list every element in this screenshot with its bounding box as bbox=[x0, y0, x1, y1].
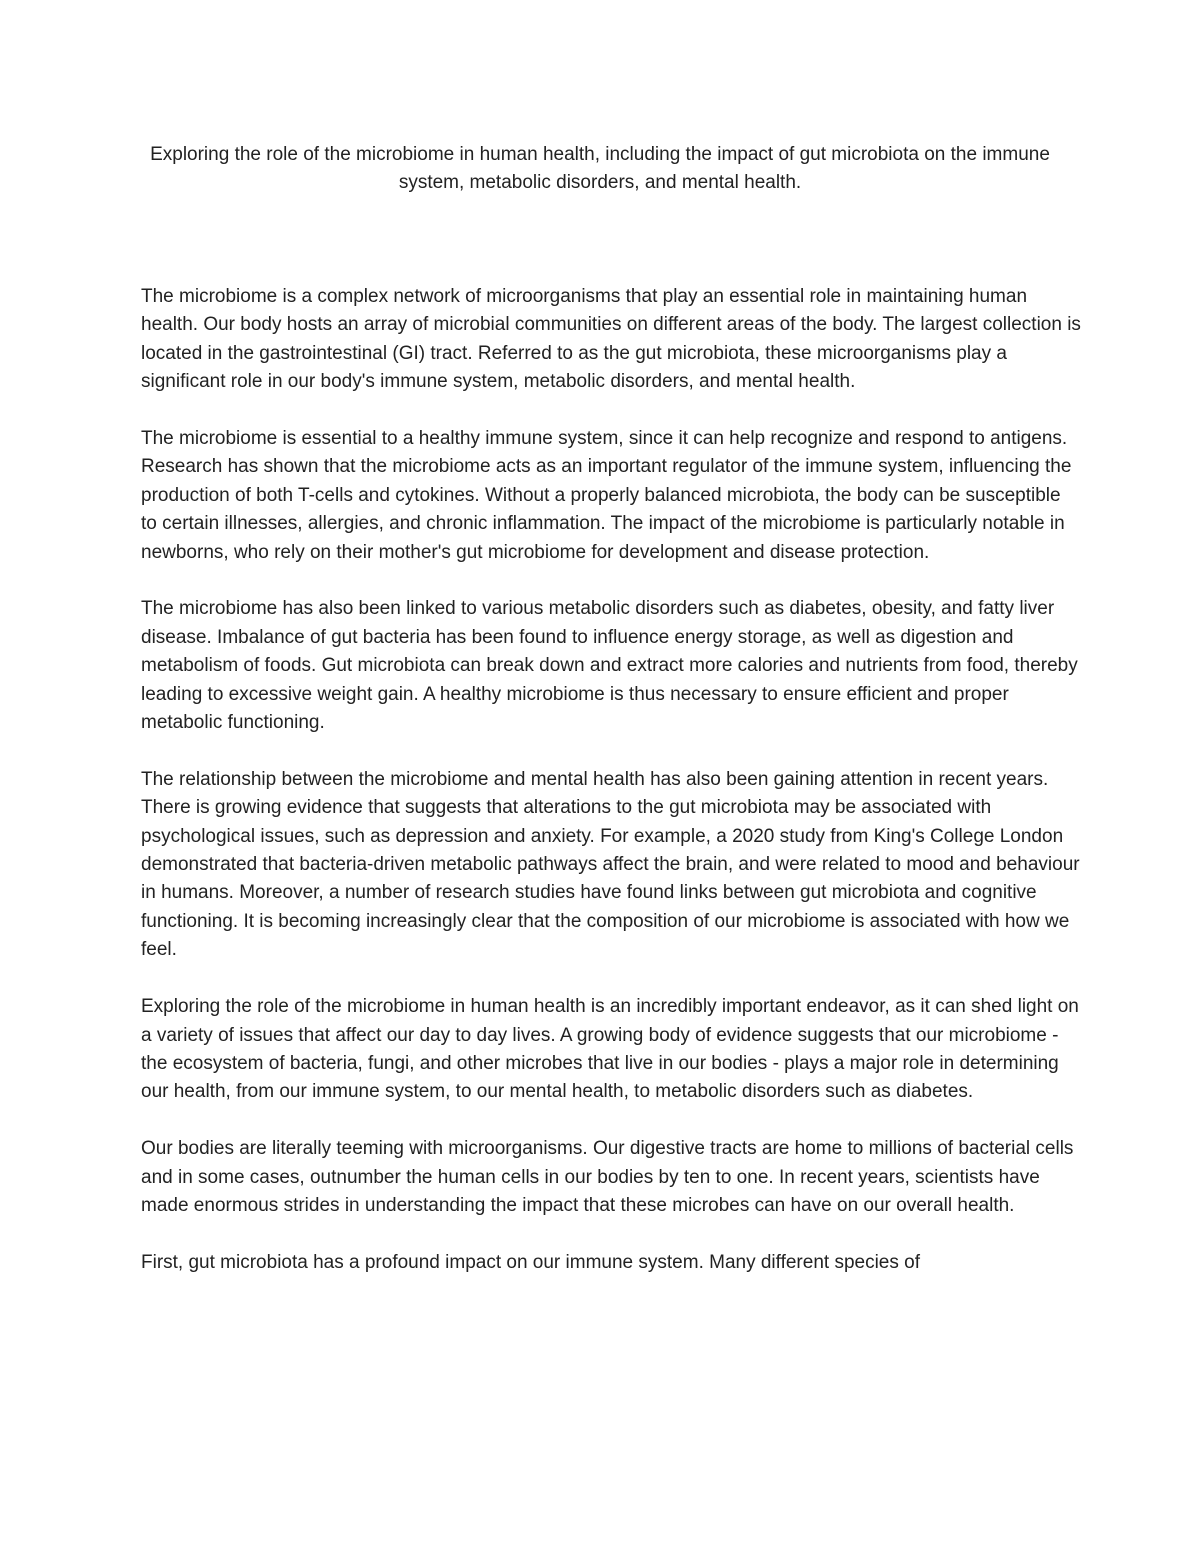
paragraph-exploring-role: Exploring the role of the microbiome in human health is an incredibly important endeavor, as it can shed light on a variety of issues that affect our day to day lives. A growing body of evidence suggests that our microbiome - the ecosystem of bacteria, fungi, and other microbes that live in our bodies - plays a major role in determining our health, from our immune system, to our mental health, to metabolic disorders such as diabetes. bbox=[141, 996, 1079, 1103]
paragraph-mental-health: The relationship between the microbiome and mental health has also been gaining attention in recent years. There is growing evidence that suggests that alterations to the gut microbiota may be associated with psychological issues, such as depression and anxiety. For example, a 2020 study from King's College London demonstrated that bacteria-driven metabolic pathways affect the brain, and were related to mood and behaviour in humans. Moreover, a number of research studies have found links between gut microbiota and cognitive functioning. It is becoming increasingly clear that the composition of our microbiome is associated with how we feel. bbox=[141, 768, 1080, 961]
document-body bbox=[141, 283, 1081, 1306]
paragraph-immune-impact-start: First, gut microbiota has a profound impact on our immune system. Many different species of bbox=[141, 1251, 920, 1273]
document-title: Exploring the role of the microbiome in human health, including the impact of gut microbiota on the immune system, metabolic disorders, and mental health. bbox=[150, 144, 1050, 194]
paragraph-teeming-microorganisms: Our bodies are literally teeming with microorganisms. Our digestive tracts are home to millions of bacterial cells and in some cases, outnumber the human cells in our bodies by ten to one. In recent years, scientists have made enormous strides in understanding the impact that these microbes can have on our overall health. bbox=[141, 1138, 1074, 1216]
paragraph-metabolic-disorders: The microbiome has also been linked to various metabolic disorders such as diabetes, obesity, and fatty liver disease. Imbalance of gut bacteria has been found to influence energy storage, as well as digestion and metabolism of foods. Gut microbiota can break down and extract more calories and nutrients from food, thereby leading to excessive weight gain. A healthy microbiome is thus necessary to ensure efficient and proper metabolic functioning. bbox=[141, 598, 1078, 734]
paragraph-intro: The microbiome is a complex network of microorganisms that play an essential role in maintaining human health. Our body hosts an array of microbial communities on different areas of the body. The largest collection is located in the gastrointestinal (GI) tract. Referred to as the gut microbiota, these microorganisms play a significant role in our body's immune system, metabolic disorders, and mental health. bbox=[141, 286, 1081, 393]
paragraph-immune-system: The microbiome is essential to a healthy immune system, since it can help recognize and respond to antigens. Research has shown that the microbiome acts as an important regulator of the immune system, influencing the production of both T-cells and cytokines. Without a properly balanced microbiota, the body can be susceptible to certain illnesses, allergies, and chronic inflammation. The impact of the microbiome is particularly notable in newborns, who rely on their mother's gut microbiome for development and disease protection. bbox=[141, 428, 1072, 563]
